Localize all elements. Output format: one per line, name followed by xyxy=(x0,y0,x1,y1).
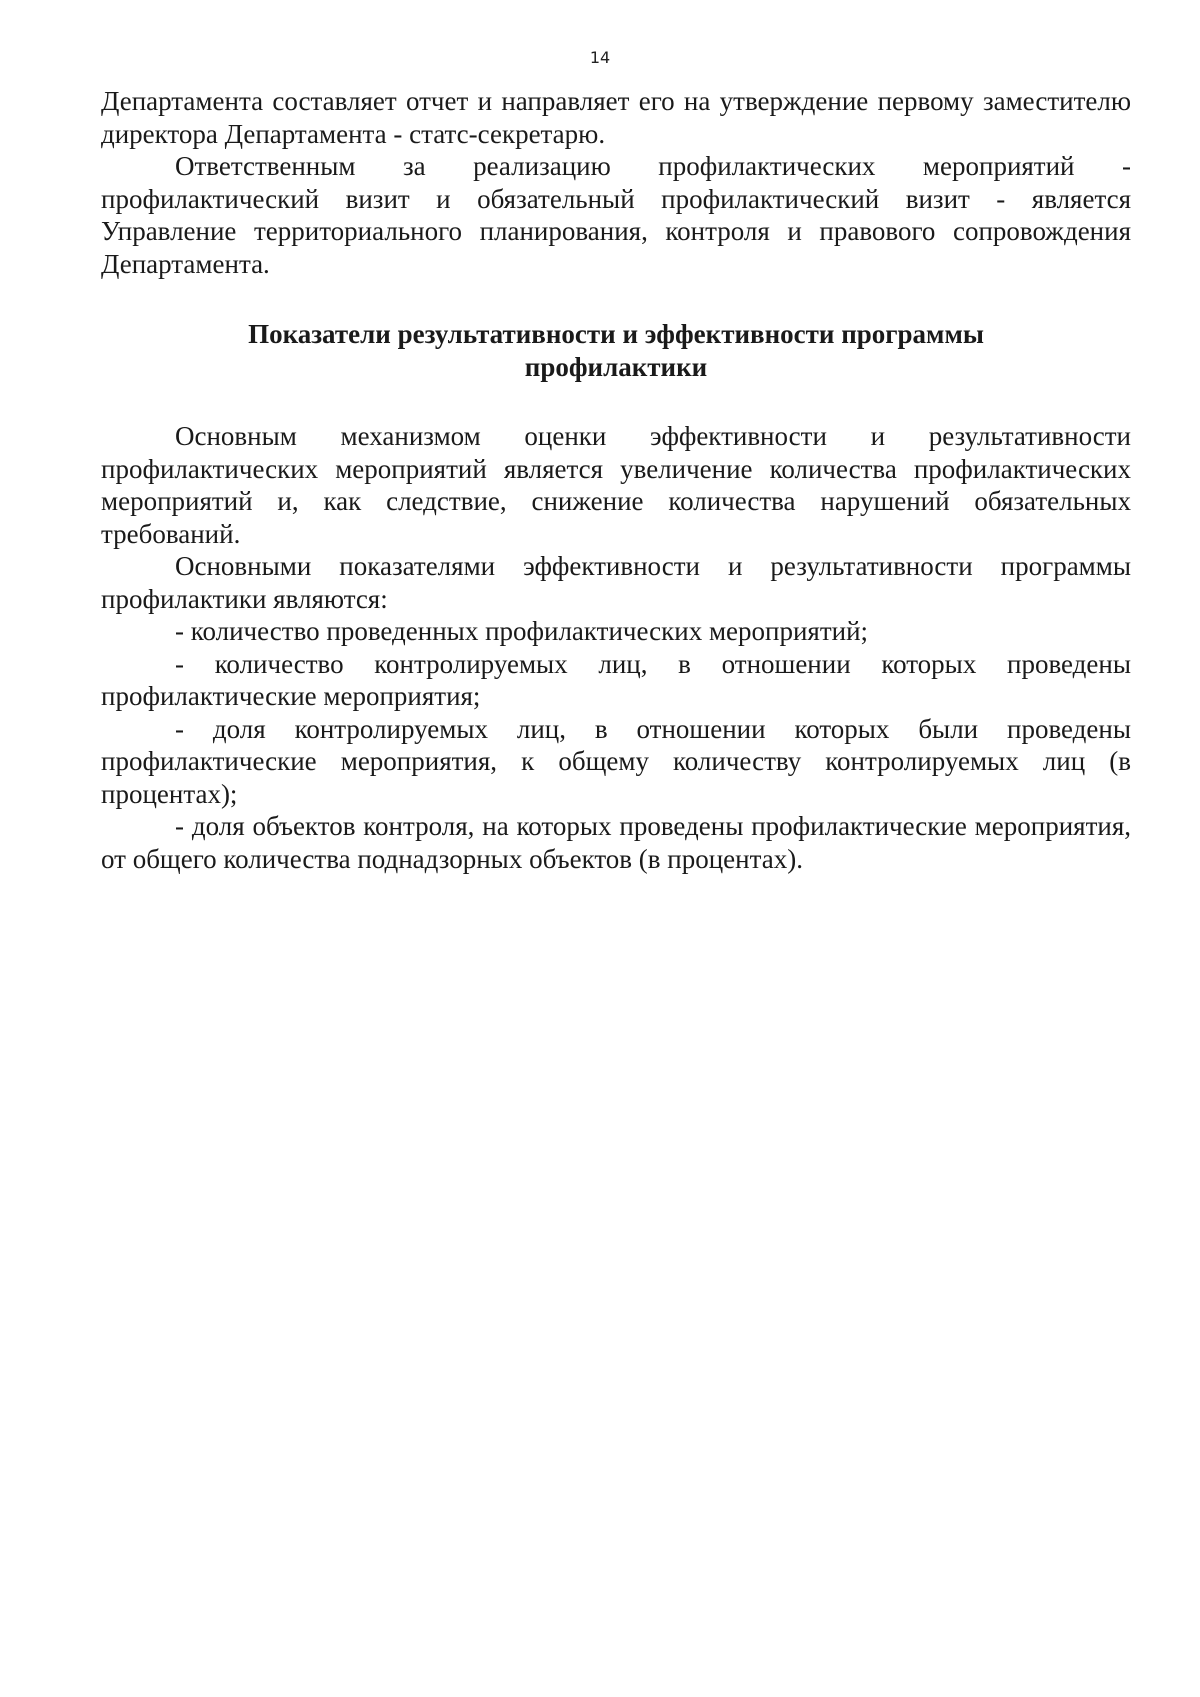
paragraph-continuation: Департамента составляет отчет и направляет его на утверждение первому заместителю директора Департамента - статс-секретарю. xyxy=(101,86,1131,149)
indicator-item: - доля контролируемых лиц, в отношении которых были проведены профилактические мероприятия, к общему количеству контролируемых лиц (в процентах); xyxy=(101,713,1131,809)
page-number: 14 xyxy=(589,48,611,67)
section-title xyxy=(101,318,1131,384)
indicator-item: - доля объектов контроля, на которых проведены профилактические мероприятия, от общего количества поднадзорных объектов (в процентах). xyxy=(101,811,1131,874)
paragraph-indicators-intro: Основными показателями эффективности и результативности программы профилактики являются: xyxy=(101,551,1131,614)
section-title-line-1: Показатели результативности и эффективности программы xyxy=(248,319,984,349)
indicator-item: - количество контролируемых лиц, в отношении которых проведены профилактические мероприятия; xyxy=(101,648,1131,711)
paragraph-responsible-unit: Ответственным за реализацию профилактических мероприятий - профилактический визит и обязательный профилактический визит - является Управление территориального планирования, контроля и правового сопровождения Департамента. xyxy=(101,151,1131,279)
section-title-line-2: профилактики xyxy=(524,352,708,382)
paragraph-mechanism: Основным механизмом оценки эффективности и результативности профилактических мероприятий является увеличение количества профилактических мероприятий и, как следствие, снижение количества нарушений обязательных требований. xyxy=(101,421,1131,549)
document-body xyxy=(101,85,1131,875)
indicator-item: - количество проведенных профилактических мероприятий; xyxy=(175,616,869,646)
